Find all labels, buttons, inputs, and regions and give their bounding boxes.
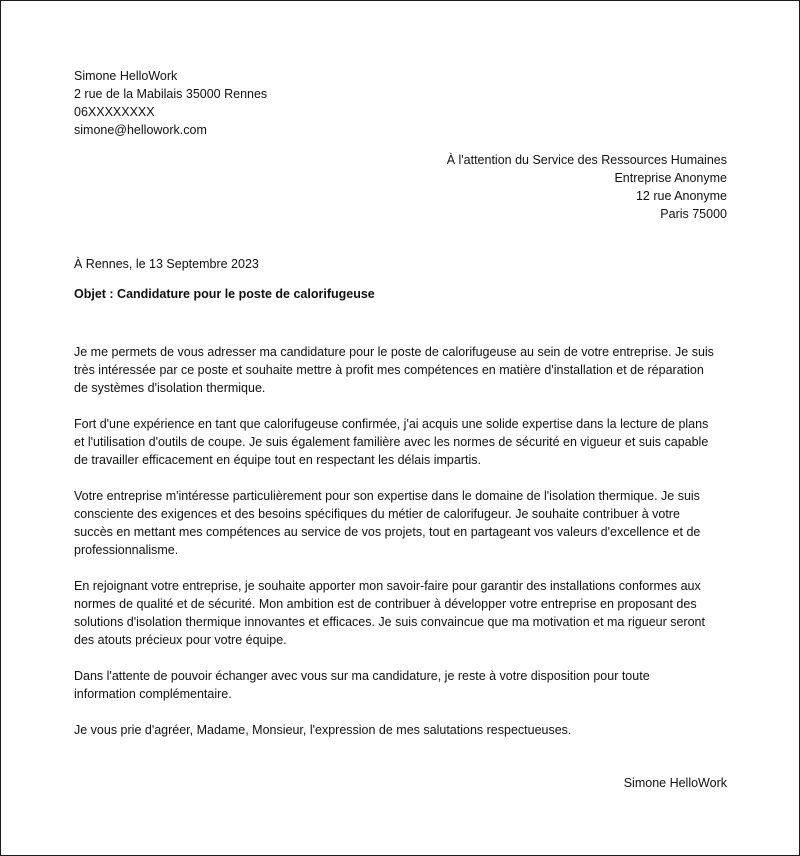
paragraph-line: Dans l'attente de pouvoir échanger avec vous sur ma candidature, je reste à votre disposition pour toute xyxy=(74,669,650,683)
paragraph-line: normes de qualité et de sécurité. Mon ambition est de contribuer à développer votre entreprise en proposant des xyxy=(74,597,697,611)
paragraph-line: consciente des exigences et des besoins spécifiques du métier de calorifugeur. Je souhaite contribuer à votre xyxy=(74,507,680,521)
signature: Simone HelloWork xyxy=(623,776,727,790)
paragraph-4 xyxy=(74,577,734,649)
paragraph-6 xyxy=(74,721,734,739)
paragraph-3 xyxy=(74,487,734,559)
recipient-attention: À l'attention du Service des Ressources Humaines xyxy=(446,153,727,167)
recipient-city: Paris 75000 xyxy=(660,207,727,221)
date-line: À Rennes, le 13 Septembre 2023 xyxy=(74,257,259,271)
letter-body xyxy=(74,343,734,757)
paragraph-line: Je vous prie d'agréer, Madame, Monsieur, l'expression de mes salutations respectueuses. xyxy=(74,723,572,737)
paragraph-line: de travailler efficacement en équipe tout en respectant les délais impartis. xyxy=(74,453,481,467)
paragraph-line: Fort d'une expérience en tant que calorifugeuse confirmée, j'ai acquis une solide expertise dans la lecture de plans xyxy=(74,417,709,431)
paragraph-2 xyxy=(74,415,734,469)
paragraph-line: des atouts précieux pour votre équipe. xyxy=(74,633,287,647)
paragraph-line: En rejoignant votre entreprise, je souhaite apporter mon savoir-faire pour garantir des installations conformes aux xyxy=(74,579,701,593)
paragraph-line: et l'utilisation d'outils de coupe. Je suis également familière avec les normes de sécurité en vigueur et suis capable xyxy=(74,435,709,449)
paragraph-line: Je me permets de vous adresser ma candidature pour le poste de calorifugeuse au sein de votre entreprise. Je suis xyxy=(74,345,714,359)
paragraph-line: information complémentaire. xyxy=(74,687,232,701)
sender-email: simone@hellowork.com xyxy=(74,123,207,137)
recipient-company: Entreprise Anonyme xyxy=(614,171,727,185)
paragraph-line: très intéressée par ce poste et souhaite mettre à profit mes compétences en matière d'installation et de réparation xyxy=(74,363,704,377)
paragraph-line: Votre entreprise m'intéresse particulièrement pour son expertise dans le domaine de l'isolation thermique. Je suis xyxy=(74,489,700,503)
paragraph-5 xyxy=(74,667,734,703)
paragraph-1 xyxy=(74,343,734,397)
paragraph-line: solutions d'isolation thermique innovantes et efficaces. Je suis convaincue que ma motivation et ma rigueur seront xyxy=(74,615,705,629)
paragraph-line: de systèmes d'isolation thermique. xyxy=(74,381,266,395)
sender-name: Simone HelloWork xyxy=(74,69,178,83)
recipient-street: 12 rue Anonyme xyxy=(635,189,727,203)
paragraph-line: professionnalisme. xyxy=(74,543,179,557)
sender-address: 2 rue de la Mabilais 35000 Rennes xyxy=(74,87,268,101)
recipient-block xyxy=(447,151,727,223)
subject-line: Objet : Candidature pour le poste de calorifugeuse xyxy=(74,287,375,301)
sender-block xyxy=(74,67,267,139)
paragraph-line: succès en mettant mes compétences au service de vos projets, tout en partageant vos valeurs d'excellence et de xyxy=(74,525,701,539)
sender-phone: 06XXXXXXXX xyxy=(74,105,155,119)
